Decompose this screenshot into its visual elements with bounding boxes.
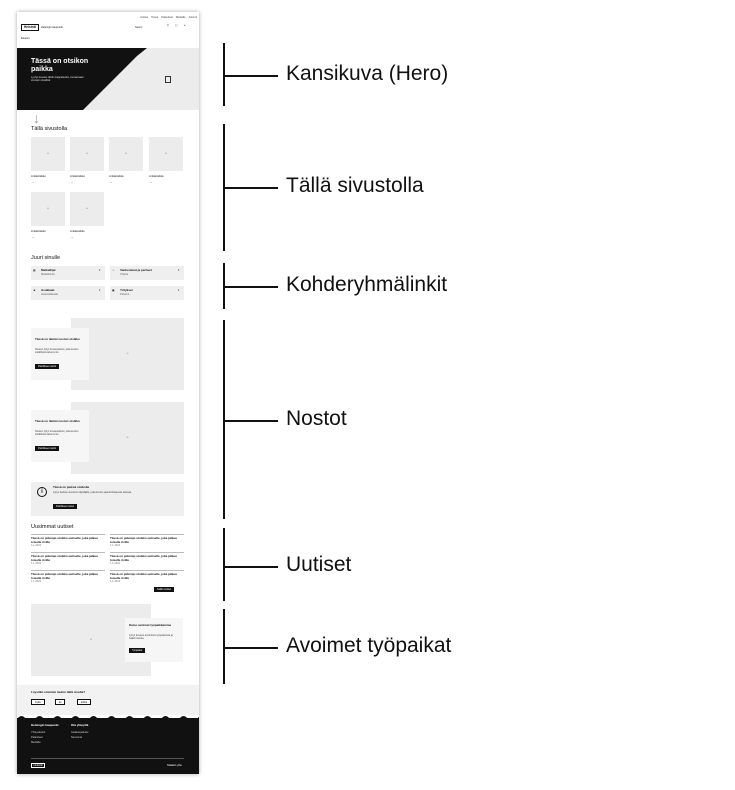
annotation-line-news bbox=[223, 566, 278, 568]
annotation-label-hero: Kansikuva (Hero) bbox=[286, 62, 449, 85]
card-image bbox=[109, 137, 143, 171]
language-select[interactable]: Suomi bbox=[135, 26, 143, 29]
arrow-right-icon[interactable]: → bbox=[109, 180, 113, 184]
target-group-link[interactable] bbox=[31, 266, 105, 280]
briefcase-icon: ▣ bbox=[112, 289, 115, 292]
target-group-title: Matkailijat bbox=[41, 268, 56, 272]
info-icon: i bbox=[37, 487, 47, 497]
annotation-line-jobs bbox=[223, 647, 278, 649]
feedback-section bbox=[17, 685, 199, 715]
footer-link[interactable]: Asiakaspalvelu bbox=[71, 731, 89, 734]
top-link[interactable]: Palautteet bbox=[161, 16, 173, 19]
news-title: Tässä on pidempi otsikko uutiselle, joka jatkuu toiselle riville bbox=[31, 536, 99, 544]
feedback-yes-button[interactable]: Kyllä bbox=[31, 699, 45, 705]
chevron-down-icon: ▾ bbox=[178, 269, 180, 272]
lift-text: Noston lyhyt kuvausteksti, joka kertoo sisällöstä tarkemmin. bbox=[35, 348, 79, 355]
hero-title: Tässä on otsikon paikka bbox=[31, 58, 89, 74]
news-date: 1.1.2024 bbox=[110, 562, 121, 566]
target-group-sub: Palvelut bbox=[120, 293, 130, 296]
footer-divider bbox=[31, 758, 184, 759]
annotation-label-on-site: Tällä sivustolla bbox=[286, 174, 424, 197]
map-icon: ▦ bbox=[33, 269, 36, 272]
news-date: 1.1.2024 bbox=[110, 580, 121, 584]
lift-button[interactable]: Painikkeen teksti bbox=[35, 364, 59, 369]
notice-button[interactable]: Painikkeen teksti bbox=[53, 504, 77, 509]
user-icon[interactable]: ◯ bbox=[174, 24, 178, 27]
card-title[interactable]: Linkkiotsikko bbox=[109, 175, 124, 178]
lift-title: Tässä on tämän noston otsikko bbox=[35, 337, 80, 341]
menu-icon[interactable]: ≡ bbox=[183, 24, 186, 27]
arrow-down-icon: ↓ bbox=[33, 110, 40, 126]
arrow-right-icon[interactable]: → bbox=[31, 235, 35, 239]
people-icon: ☻ bbox=[33, 289, 36, 292]
news-date: 1.1.2024 bbox=[31, 562, 42, 566]
card-image bbox=[31, 137, 65, 171]
annotation-line-target-groups bbox=[223, 286, 278, 288]
card-title[interactable]: Linkkiotsikko bbox=[70, 230, 85, 233]
lift-button[interactable]: Painikkeen teksti bbox=[35, 446, 59, 451]
target-group-title: Yritykset bbox=[120, 288, 133, 292]
annotation-bracket-news bbox=[223, 528, 225, 601]
news-item[interactable] bbox=[110, 552, 184, 568]
section-heading-for-you: Juuri sinulle bbox=[31, 255, 61, 261]
news-date: 1.1.2024 bbox=[110, 544, 121, 548]
news-title: Tässä on pidempi otsikko uutiselle, joka jatkuu toiselle riville bbox=[110, 572, 178, 580]
top-link[interactable]: Tietoa bbox=[151, 16, 159, 19]
jobs-card bbox=[125, 618, 183, 662]
lift-card bbox=[31, 410, 89, 462]
hero-text: Lyyhyt kuvaus tähän kappaleeksi, kuvaamaan sivuston sisältöä. bbox=[31, 76, 84, 83]
arrow-right-icon[interactable]: → bbox=[70, 235, 74, 239]
news-item[interactable] bbox=[31, 534, 105, 550]
annotation-line-hero bbox=[223, 75, 278, 77]
card-title[interactable]: Linkkiotsikko bbox=[70, 175, 85, 178]
card-image bbox=[70, 137, 104, 171]
annotation-label-jobs: Avoimet työpaikat bbox=[286, 634, 452, 657]
target-group-sub: Ohjeita bbox=[120, 273, 129, 276]
news-item[interactable] bbox=[31, 570, 105, 586]
family-icon: ☺ bbox=[112, 269, 115, 272]
chevron-down-icon: ▾ bbox=[99, 269, 101, 272]
annotation-label-target-groups: Kohderyhmälinkit bbox=[286, 273, 448, 296]
card-image bbox=[70, 192, 104, 226]
footer-link[interactable]: Neuvonta bbox=[71, 736, 83, 739]
arrow-right-icon[interactable]: → bbox=[70, 180, 74, 184]
card-title[interactable]: Linkkiotsikko bbox=[149, 175, 164, 178]
top-link[interactable]: Medialle bbox=[175, 16, 186, 19]
arrow-right-icon[interactable]: → bbox=[31, 180, 35, 184]
back-to-top-link[interactable]: Takaisin ylös bbox=[167, 764, 182, 767]
news-title: Tässä on pidempi otsikko uutiselle, joka jatkuu toiselle riville bbox=[110, 536, 178, 544]
notice-title: Tässä on pieksä otsikolle bbox=[53, 485, 90, 489]
annotation-line-on-site bbox=[223, 187, 278, 189]
news-date: 1.1.2024 bbox=[31, 544, 42, 548]
top-link[interactable]: Asiointi bbox=[188, 16, 197, 19]
notice-text: Lyhyt tiedote sivuston käyttäjille, joka kertoo ajankohtaisesta asiasta. bbox=[53, 491, 132, 494]
feedback-no-button[interactable]: Ei bbox=[55, 699, 65, 705]
lift-title: Tässä on tämän noston otsikko bbox=[35, 419, 80, 423]
feedback-question: Löysitkö etsimäsi tiedon tältä sivulta? bbox=[31, 690, 86, 694]
jobs-button[interactable]: Työpaikat bbox=[129, 648, 145, 653]
wireframe-mockup bbox=[17, 12, 199, 774]
annotation-label-news: Uutiset bbox=[286, 553, 352, 576]
annotation-line-lifts bbox=[223, 420, 278, 422]
footer-link[interactable]: Palautteet bbox=[31, 736, 43, 739]
news-title: Tässä on pidempi otsikko uutiselle, joka jatkuu toiselle riville bbox=[31, 554, 99, 562]
image-icon bbox=[165, 76, 171, 83]
target-group-title: Asukkaat bbox=[41, 288, 55, 292]
top-link[interactable]: Uutiset bbox=[140, 16, 149, 19]
section-heading-news: Uusimmat uutiset bbox=[31, 524, 74, 530]
card-image bbox=[31, 192, 65, 226]
lift-text: Noston lyhyt kuvausteksti, joka kertoo sisällöstä tarkemmin. bbox=[35, 430, 79, 437]
news-item[interactable] bbox=[110, 534, 184, 550]
arrow-right-icon[interactable]: → bbox=[149, 180, 153, 184]
footer bbox=[17, 718, 199, 774]
card-image bbox=[149, 137, 183, 171]
target-group-link[interactable] bbox=[110, 286, 184, 300]
target-group-sub: Helsinkiläiselle bbox=[41, 293, 59, 296]
header-icons bbox=[167, 24, 185, 27]
feedback-maybe-button[interactable]: Ehkä bbox=[77, 699, 91, 705]
jobs-title: Katso avoimet työpaikkamme bbox=[129, 623, 172, 627]
search-icon[interactable]: ⚲ bbox=[167, 24, 169, 27]
all-news-button[interactable]: Kaikki uutiset bbox=[154, 587, 174, 592]
site-name: Helsingin kaupunki bbox=[41, 26, 63, 29]
news-title: Tässä on pidempi otsikko uutiselle, joka jatkuu toiselle riville bbox=[110, 554, 178, 562]
target-group-title: Vanhemmat ja perheet bbox=[120, 268, 152, 272]
section-heading-on-site: Tällä sivustolla bbox=[31, 126, 68, 132]
footer-link[interactable]: Medialle bbox=[31, 741, 41, 744]
breadcrumb[interactable]: Etusivu bbox=[21, 37, 30, 40]
footer-logo[interactable]: Helsinki bbox=[31, 763, 45, 768]
news-item[interactable] bbox=[31, 552, 105, 568]
chevron-down-icon: ▾ bbox=[178, 289, 180, 292]
jobs-text: Lyhyt kuvaus avoimista työpaikoista ja hakemisesta. bbox=[129, 634, 173, 641]
footer-link[interactable]: Yhteystiedot bbox=[31, 731, 46, 734]
notice-box bbox=[31, 482, 184, 516]
footer-col2-title: Ota yhteyttä bbox=[71, 723, 89, 727]
logo[interactable]: Helsinki bbox=[21, 24, 39, 31]
lift-card bbox=[31, 328, 89, 380]
target-group-sub: Matkailuinfo bbox=[41, 273, 55, 276]
target-group-link[interactable] bbox=[110, 266, 184, 280]
target-group-link[interactable] bbox=[31, 286, 105, 300]
news-title: Tässä on pidempi otsikko uutiselle, joka jatkuu toiselle riville bbox=[31, 572, 99, 580]
news-date: 1.1.2024 bbox=[31, 580, 42, 584]
card-title[interactable]: Linkkiotsikko bbox=[31, 230, 46, 233]
footer-col1-title: Helsingin kaupunki bbox=[31, 723, 59, 727]
hero bbox=[17, 48, 199, 110]
top-links bbox=[117, 16, 197, 19]
annotation-label-lifts: Nostot bbox=[286, 407, 347, 430]
chevron-down-icon: ▾ bbox=[99, 289, 101, 292]
card-title[interactable]: Linkkiotsikko bbox=[31, 175, 46, 178]
news-item[interactable] bbox=[110, 570, 184, 586]
